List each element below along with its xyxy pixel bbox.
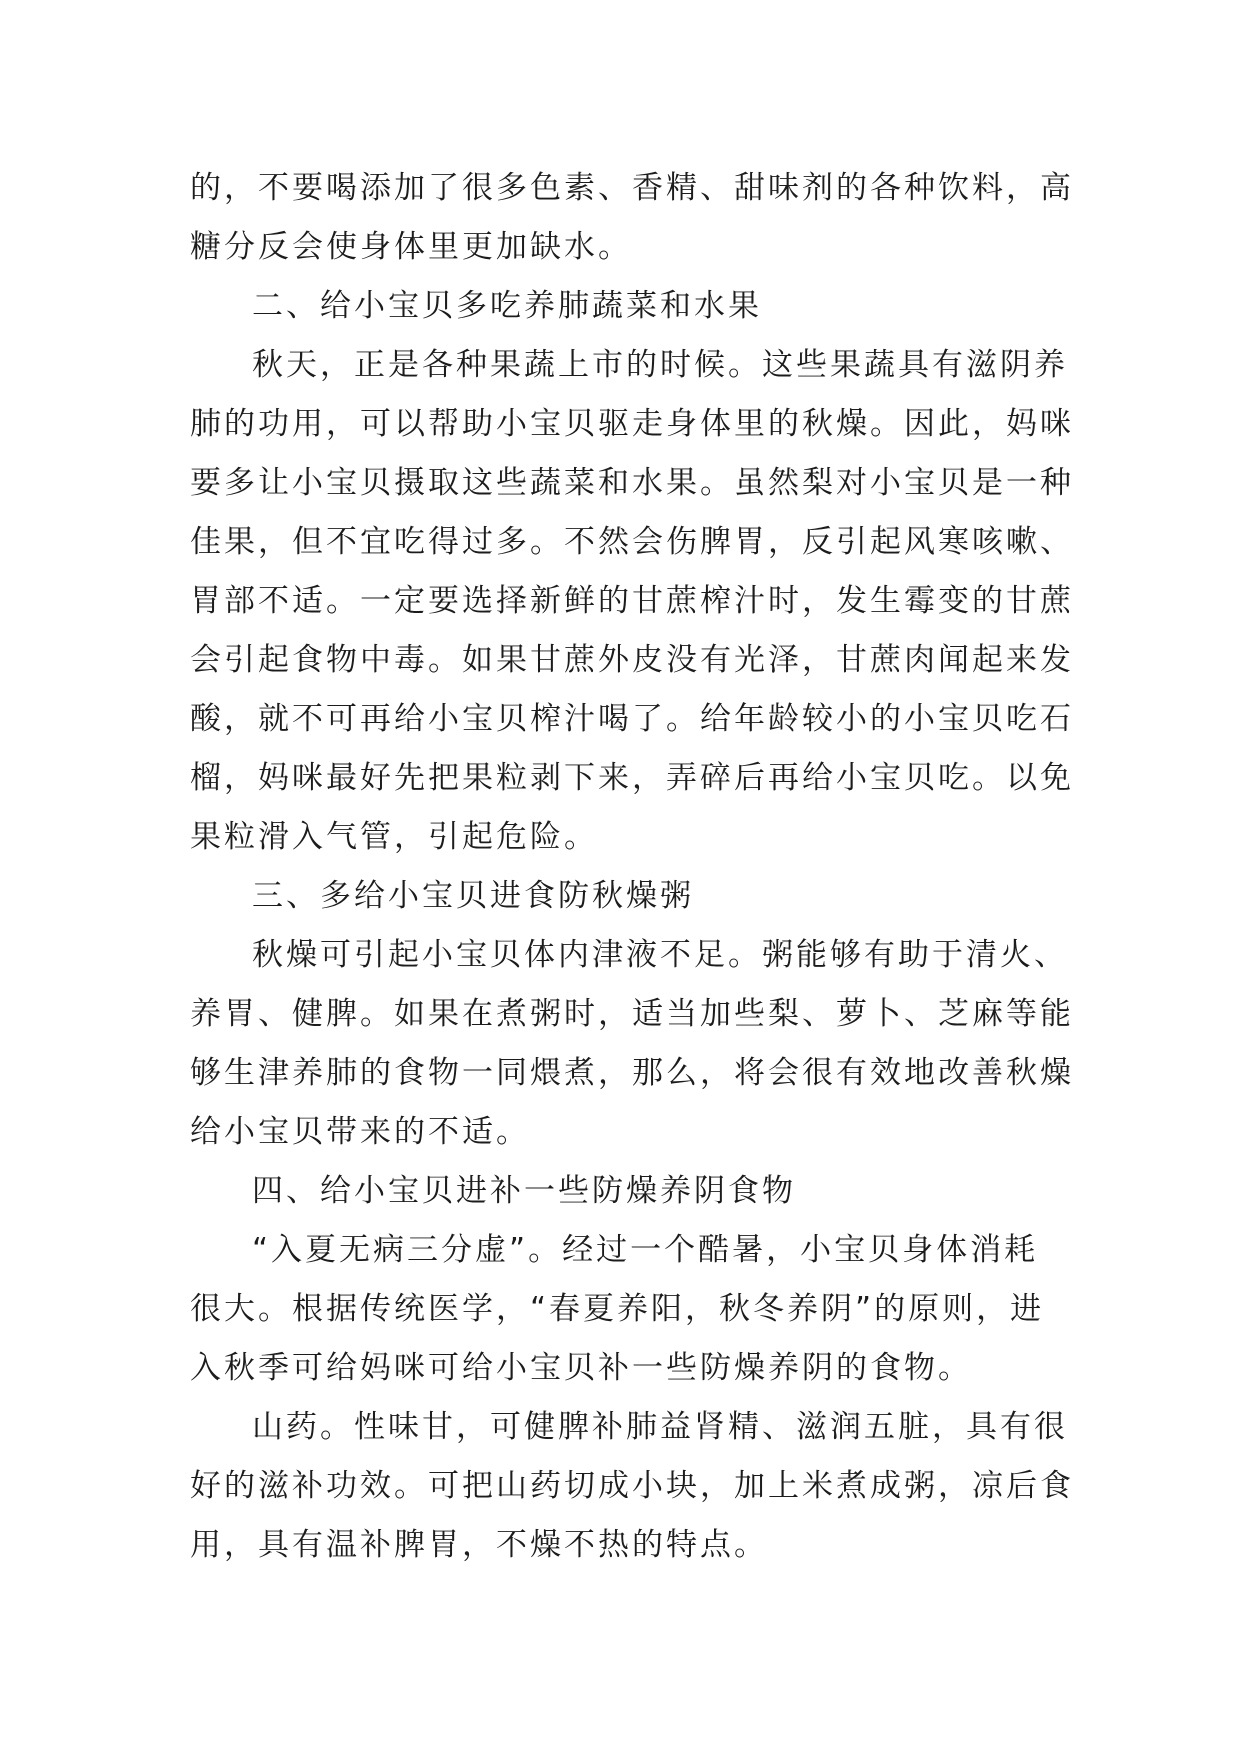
paragraph-line: 榴，妈咪最好先把果粒剥下来，弄碎后再给小宝贝吃。以免 [190,760,1074,796]
paragraph-line: 入秋季可给妈咪可给小宝贝补一些防燥养阴的食物。 [190,1350,972,1386]
paragraph-line: 胃部不适。一定要选择新鲜的甘蔗榨汁时，发生霉变的甘蔗 [190,583,1074,619]
paragraph-line: 秋天，正是各种果蔬上市的时候。这些果蔬具有滋阴养 [252,347,1068,383]
paragraph-line: 的，不要喝添加了很多色素、香精、甜味剂的各种饮料，高 [190,170,1074,206]
paragraph-line: 秋燥可引起小宝贝体内津液不足。粥能够有助于清火、 [252,937,1068,973]
paragraph-line: 用，具有温补脾胃，不燥不热的特点。 [190,1527,768,1563]
paragraph-line: 要多让小宝贝摄取这些蔬菜和水果。虽然梨对小宝贝是一种 [190,465,1074,501]
paragraph-line: 够生津养肺的食物一同煨煮，那么，将会很有效地改善秋燥 [190,1055,1074,1091]
paragraph-line: 山药。性味甘，可健脾补肺益肾精、滋润五脏，具有很 [252,1409,1068,1445]
paragraph-line: 酸，就不可再给小宝贝榨汁喝了。给年龄较小的小宝贝吃石 [190,701,1074,737]
paragraph-line: 很大。根据传统医学，“春夏养阳，秋冬养阴”的原则，进 [190,1291,1045,1327]
paragraph-line: 好的滋补功效。可把山药切成小块，加上米煮成粥，凉后食 [190,1468,1074,1504]
paragraph-line: 果粒滑入气管，引起危险。 [190,819,598,855]
section-heading: 四、给小宝贝进补一些防燥养阴食物 [252,1173,796,1209]
paragraph-line: 养胃、健脾。如果在煮粥时，适当加些梨、萝卜、芝麻等能 [190,996,1074,1032]
document-body [190,159,1074,1575]
paragraph-line: 会引起食物中毒。如果甘蔗外皮没有光泽，甘蔗肉闻起来发 [190,642,1074,678]
section-heading: 三、多给小宝贝进食防秋燥粥 [252,878,694,914]
paragraph-line: 肺的功用，可以帮助小宝贝驱走身体里的秋燥。因此，妈咪 [190,406,1074,442]
section-heading: 二、给小宝贝多吃养肺蔬菜和水果 [252,288,762,324]
paragraph-line: 给小宝贝带来的不适。 [190,1114,530,1150]
paragraph-line: 糖分反会使身体里更加缺水。 [190,229,632,265]
paragraph-line: 佳果，但不宜吃得过多。不然会伤脾胃，反引起风寒咳嗽、 [190,524,1074,560]
paragraph-line: “入夏无病三分虚”。经过一个酷暑，小宝贝身体消耗 [252,1232,1039,1268]
